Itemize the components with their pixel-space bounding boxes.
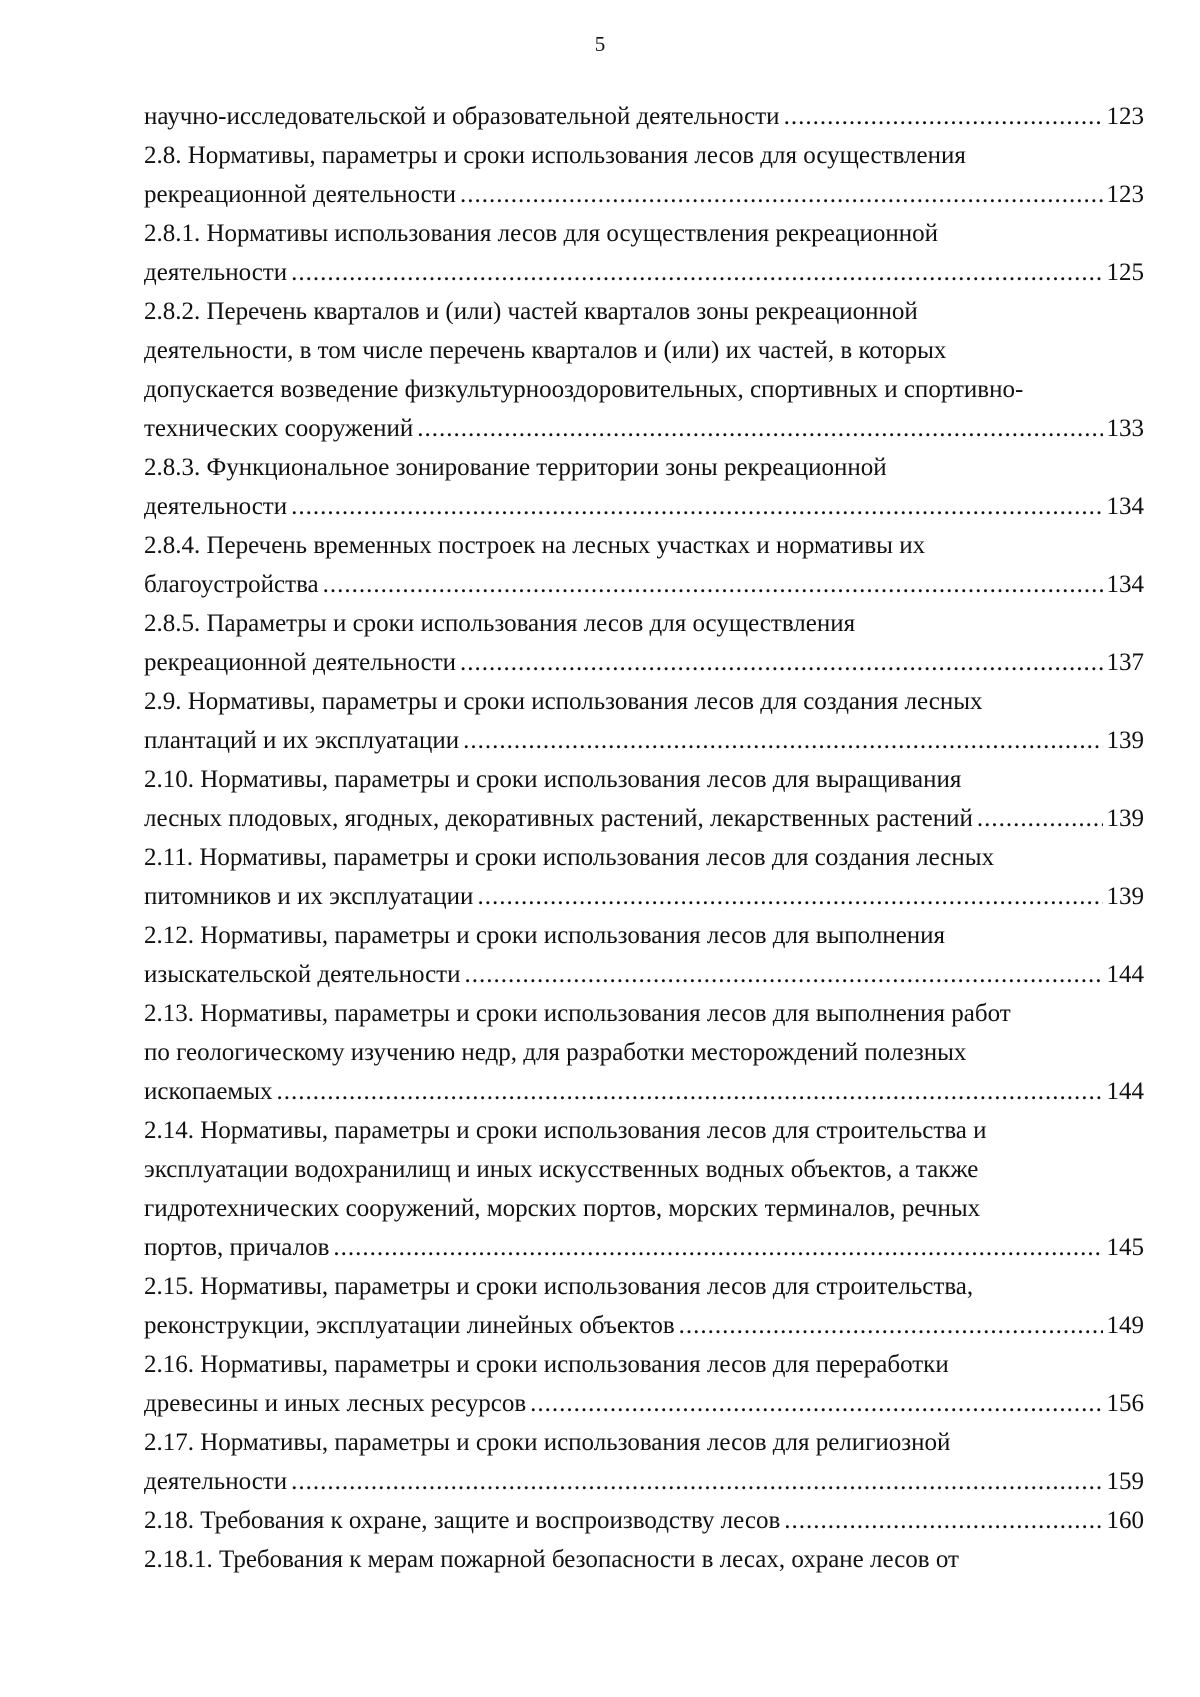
- toc-line-text: плантаций и их эксплуатации: [144, 727, 460, 754]
- toc-line-text: ископаемых: [144, 1078, 273, 1105]
- toc-entry: [144, 292, 1144, 448]
- toc-line: [144, 409, 1144, 448]
- dot-leader: [977, 799, 1103, 838]
- dot-leader: [464, 955, 1102, 994]
- dot-leader: [291, 487, 1102, 526]
- toc-entry: [144, 136, 1144, 214]
- toc-page-number: 125: [1106, 259, 1144, 286]
- toc-entry: [144, 97, 1144, 136]
- toc-entry: [144, 526, 1144, 604]
- dot-leader: [460, 643, 1103, 682]
- toc-page-number: 133: [1106, 415, 1144, 442]
- toc-line-text: 2.12. Нормативы, параметры и сроки использования лесов для выполнения: [144, 922, 946, 949]
- toc-entry: [144, 1423, 1144, 1501]
- toc-line-text: 2.13. Нормативы, параметры и сроки использования лесов для выполнения работ: [144, 1000, 1011, 1027]
- toc-page-number: 123: [1106, 181, 1144, 208]
- toc-line-text: реконструкции, эксплуатации линейных объектов: [144, 1312, 675, 1339]
- table-of-contents: [144, 97, 1144, 1579]
- toc-line-text: деятельности, в том числе перечень кварталов и (или) их частей, в которых: [144, 337, 947, 364]
- toc-page-number: 144: [1106, 1078, 1144, 1105]
- dot-leader: [784, 97, 1103, 136]
- toc-line-text: благоустройства: [144, 571, 319, 598]
- toc-line-text: портов, причалов: [144, 1234, 330, 1261]
- dot-leader: [323, 565, 1103, 604]
- dot-leader: [463, 721, 1102, 760]
- toc-line-text: по геологическому изучению недр, для разработки месторождений полезных: [144, 1039, 967, 1066]
- toc-entry: [144, 760, 1144, 838]
- toc-entry: [144, 1501, 1144, 1540]
- toc-page-number: 149: [1106, 1312, 1144, 1339]
- toc-line-text: научно-исследовательской и образовательной деятельности: [144, 103, 780, 130]
- dot-leader: [460, 175, 1103, 214]
- toc-entry: [144, 1111, 1144, 1267]
- toc-entry: [144, 214, 1144, 292]
- toc-page-number: 144: [1106, 961, 1144, 988]
- toc-entry: [144, 448, 1144, 526]
- toc-line-text: 2.16. Нормативы, параметры и сроки использования лесов для переработки: [144, 1351, 949, 1378]
- toc-line: [144, 877, 1144, 916]
- dot-leader: [417, 409, 1102, 448]
- toc-line: [144, 1501, 1144, 1540]
- toc-line: [144, 253, 1144, 292]
- toc-page-number: 159: [1106, 1468, 1144, 1495]
- toc-line: [144, 955, 1144, 994]
- toc-line-text: деятельности: [144, 259, 288, 286]
- toc-line: [144, 721, 1144, 760]
- page-number: 5: [594, 32, 606, 56]
- toc-page-number: 134: [1106, 571, 1144, 598]
- toc-line-text: 2.8.1. Нормативы использования лесов для осуществления рекреационной: [144, 220, 938, 247]
- toc-line-text: эксплуатации водохранилищ и иных искусственных водных объектов, а также: [144, 1156, 979, 1183]
- toc-line: [144, 565, 1144, 604]
- toc-page-number: 139: [1106, 727, 1144, 754]
- toc-entry: [144, 1267, 1144, 1345]
- toc-line-text: 2.8.2. Перечень кварталов и (или) частей кварталов зоны рекреационной: [144, 298, 918, 325]
- toc-line-text: рекреационной деятельности: [144, 649, 456, 676]
- toc-line-text: деятельности: [144, 493, 288, 520]
- toc-entry: [144, 1345, 1144, 1423]
- toc-line-text: рекреационной деятельности: [144, 181, 456, 208]
- toc-line-text: 2.11. Нормативы, параметры и сроки использования лесов для создания лесных: [144, 844, 995, 871]
- toc-line: [144, 1462, 1144, 1501]
- toc-line-text: 2.8.3. Функциональное зонирование территории зоны рекреационной: [144, 454, 887, 481]
- toc-page-number: 139: [1106, 805, 1144, 832]
- toc-line: [144, 1384, 1144, 1423]
- toc-line-text: технических сооружений: [144, 415, 414, 442]
- toc-line-text: 2.9. Нормативы, параметры и сроки использования лесов для создания лесных: [144, 688, 983, 715]
- toc-line: [144, 643, 1144, 682]
- dot-leader: [530, 1384, 1102, 1423]
- toc-line-text: 2.8. Нормативы, параметры и сроки использования лесов для осуществления: [144, 142, 966, 169]
- toc-line-text: 2.15. Нормативы, параметры и сроки использования лесов для строительства,: [144, 1273, 974, 1300]
- toc-entry: [144, 682, 1144, 760]
- toc-line-text: 2.18. Требования к охране, защите и воспроизводству лесов: [144, 1507, 781, 1534]
- toc-line: [144, 1228, 1144, 1267]
- toc-page-number: 156: [1106, 1390, 1144, 1417]
- toc-line-text: изыскательской деятельности: [144, 961, 461, 988]
- toc-line-text: деятельности: [144, 1468, 288, 1495]
- dot-leader: [291, 1462, 1102, 1501]
- toc-line-text: лесных плодовых, ягодных, декоративных растений, лекарственных растений: [144, 805, 973, 832]
- toc-page-number: 137: [1106, 649, 1144, 676]
- toc-line-text: 2.8.5. Параметры и сроки использования лесов для осуществления: [144, 610, 856, 637]
- toc-page-number: 139: [1106, 883, 1144, 910]
- toc-line: [144, 487, 1144, 526]
- toc-entry: [144, 916, 1144, 994]
- toc-page-number: 134: [1106, 493, 1144, 520]
- toc-entry: [144, 838, 1144, 916]
- toc-line: [144, 1072, 1144, 1111]
- toc-line-text: 2.14. Нормативы, параметры и сроки использования лесов для строительства и: [144, 1117, 987, 1144]
- toc-line-text: допускается возведение физкультурнооздоровительных, спортивных и спортивно-: [144, 376, 1024, 403]
- toc-page-number: 160: [1106, 1507, 1144, 1534]
- dot-leader: [784, 1501, 1102, 1540]
- toc-entry: [144, 1540, 1144, 1579]
- toc-line-text: питомников и их эксплуатации: [144, 883, 474, 910]
- toc-line-text: 2.18.1. Требования к мерам пожарной безопасности в лесах, охране лесов от: [144, 1546, 959, 1573]
- toc-line-text: 2.8.4. Перечень временных построек на лесных участках и нормативы их: [144, 532, 926, 559]
- toc-line-text: 2.10. Нормативы, параметры и сроки использования лесов для выращивания: [144, 766, 962, 793]
- toc-line: [144, 1306, 1144, 1345]
- toc-entry: [144, 604, 1144, 682]
- toc-page-number: 145: [1106, 1234, 1144, 1261]
- dot-leader: [679, 1306, 1103, 1345]
- dot-leader: [333, 1228, 1102, 1267]
- toc-line-text: 2.17. Нормативы, параметры и сроки использования лесов для религиозной: [144, 1429, 951, 1456]
- dot-leader: [277, 1072, 1103, 1111]
- toc-line: [144, 97, 1144, 136]
- toc-line-text: древесины и иных лесных ресурсов: [144, 1390, 527, 1417]
- toc-line: [144, 175, 1144, 214]
- toc-entry: [144, 994, 1144, 1111]
- dot-leader: [291, 253, 1102, 292]
- toc-line-text: гидротехнических сооружений, морских портов, морских терминалов, речных: [144, 1195, 981, 1222]
- dot-leader: [477, 877, 1102, 916]
- toc-line: [144, 799, 1144, 838]
- toc-page-number: 123: [1106, 103, 1144, 130]
